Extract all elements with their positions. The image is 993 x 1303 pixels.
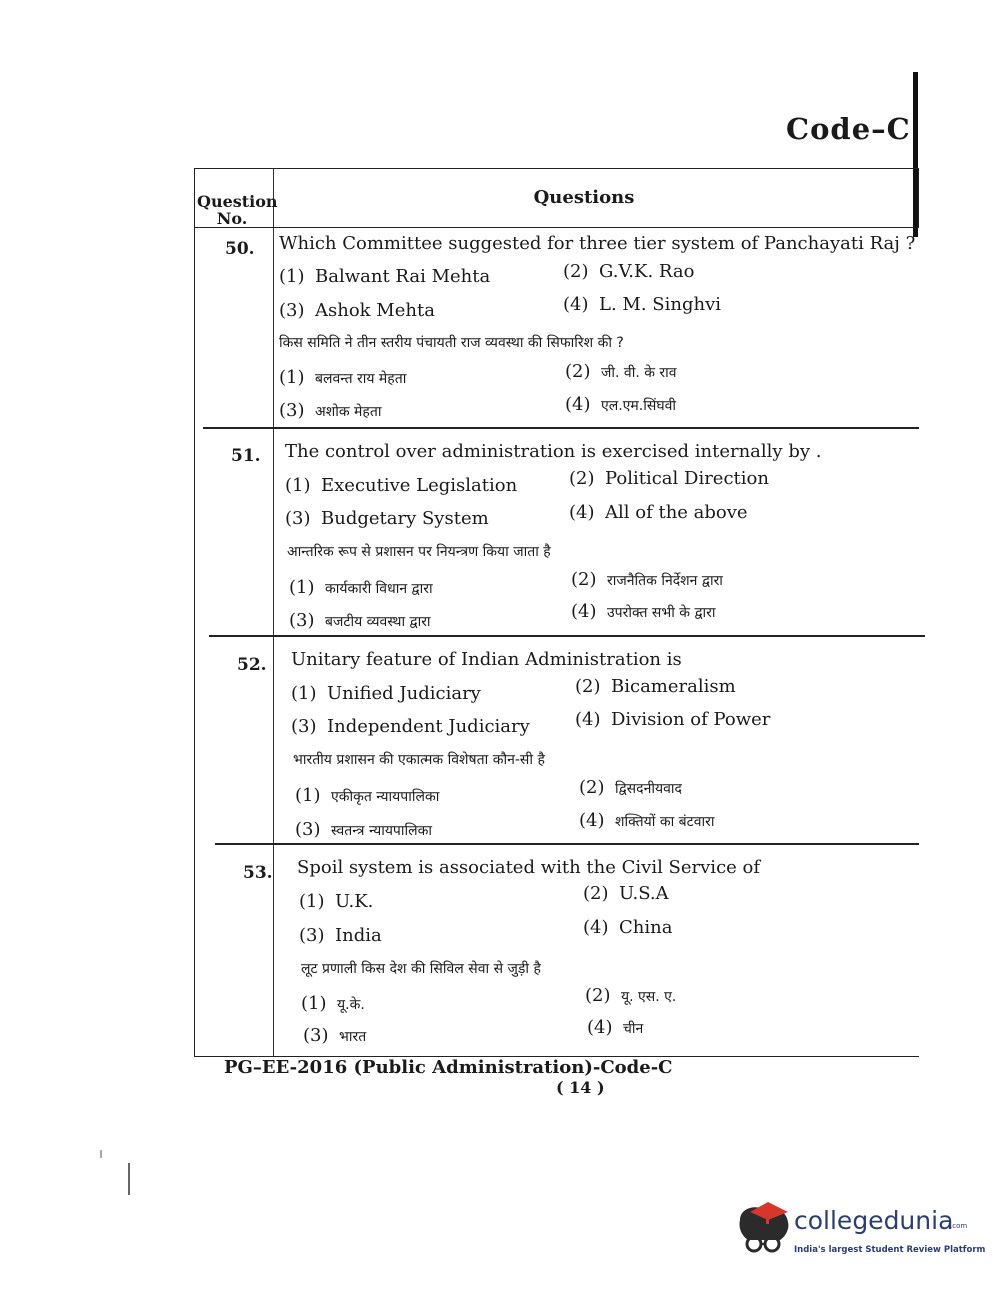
option-en-2: (2) Political Direction bbox=[569, 468, 769, 489]
option-en-3: (3) Ashok Mehta bbox=[279, 300, 435, 321]
option-hi-3: (3) स्वतन्त्र न्यायपालिका bbox=[295, 819, 433, 840]
option-hi-3: (3) भारत bbox=[303, 1025, 367, 1046]
column-divider bbox=[273, 169, 274, 1056]
scan-mark bbox=[100, 1150, 102, 1158]
row-separator bbox=[209, 635, 925, 637]
question-text-hi: आन्तरिक रूप से प्रशासन पर नियन्त्रण किया जाता है bbox=[287, 544, 551, 560]
question-table bbox=[194, 168, 919, 1057]
option-en-1: (1) Balwant Rai Mehta bbox=[279, 266, 491, 287]
option-hi-1: (1) यू.के. bbox=[301, 993, 365, 1014]
option-en-1: (1) Unified Judiciary bbox=[291, 683, 481, 704]
question-number: 53. bbox=[243, 863, 273, 883]
option-en-4: (4) Division of Power bbox=[575, 709, 771, 730]
row-separator bbox=[203, 427, 919, 429]
question-text-en: Spoil system is associated with the Civil Service of bbox=[297, 857, 761, 878]
header-question-no: Question No. bbox=[197, 192, 278, 228]
question-number: 50. bbox=[225, 239, 255, 259]
option-en-3: (3) Budgetary System bbox=[285, 508, 489, 529]
option-en-3: (3) Independent Judiciary bbox=[291, 716, 530, 737]
option-en-2: (2) U.S.A bbox=[583, 883, 669, 904]
paper-code: Code–C bbox=[786, 112, 911, 146]
option-en-2: (2) G.V.K. Rao bbox=[563, 261, 695, 282]
option-en-3: (3) India bbox=[299, 925, 382, 946]
question-number: 52. bbox=[237, 655, 267, 675]
option-hi-1: (1) कार्यकारी विधान द्वारा bbox=[289, 577, 433, 598]
question-text-en: The control over administration is exercised internally by . bbox=[285, 441, 822, 462]
option-hi-2: (2) राजनैतिक निर्देशन द्वारा bbox=[571, 569, 723, 590]
table-header bbox=[195, 169, 919, 228]
question-text-hi: लूट प्रणाली किस देश की सिविल सेवा से जुड़ी है bbox=[301, 961, 541, 977]
header-questions: Questions bbox=[533, 187, 635, 208]
option-en-4: (4) L. M. Singhvi bbox=[563, 294, 721, 315]
question-text-en: Unitary feature of Indian Administration is bbox=[291, 649, 682, 670]
question-text-hi: किस समिति ने तीन स्तरीय पंचायती राज व्यवस्था की सिफारिश की ? bbox=[279, 335, 624, 351]
option-en-4: (4) All of the above bbox=[569, 502, 748, 523]
row-separator bbox=[215, 843, 919, 845]
option-hi-4: (4) उपरोक्त सभी के द्वारा bbox=[571, 601, 716, 622]
question-text-hi: भारतीय प्रशासन की एकात्मक विशेषता कौन-सी है bbox=[293, 752, 545, 768]
option-hi-4: (4) शक्तियों का बंटवारा bbox=[579, 810, 715, 831]
option-hi-2: (2) द्विसदनीयवाद bbox=[579, 777, 682, 798]
scan-mark bbox=[128, 1163, 130, 1195]
option-hi-2: (2) जी. वी. के राव bbox=[565, 361, 677, 382]
logo-tagline: India's largest Student Review Platform bbox=[794, 1245, 986, 1255]
option-hi-1: (1) बलवन्त राय मेहता bbox=[279, 367, 407, 388]
page-number: ( 14 ) bbox=[556, 1078, 605, 1097]
option-hi-1: (1) एकीकृत न्यायपालिका bbox=[295, 785, 440, 806]
option-hi-4: (4) एल.एम.सिंघवी bbox=[565, 394, 677, 415]
option-hi-3: (3) बजटीय व्यवस्था द्वारा bbox=[289, 610, 431, 631]
exam-footer: PG–EE-2016 (Public Administration)-Code-C bbox=[224, 1057, 673, 1078]
option-hi-3: (3) अशोक मेहता bbox=[279, 400, 382, 421]
option-en-2: (2) Bicameralism bbox=[575, 676, 736, 697]
option-en-4: (4) China bbox=[583, 917, 673, 938]
question-text-en: Which Committee suggested for three tier system of Panchayati Raj ? bbox=[279, 233, 916, 254]
logo-name: collegedunia bbox=[794, 1206, 954, 1235]
option-en-1: (1) Executive Legislation bbox=[285, 475, 518, 496]
option-hi-4: (4) चीन bbox=[587, 1017, 644, 1038]
question-number: 51. bbox=[231, 446, 261, 466]
logo-suffix: .com bbox=[950, 1222, 968, 1230]
option-en-1: (1) U.K. bbox=[299, 891, 374, 912]
option-hi-2: (2) यू. एस. ए. bbox=[585, 985, 677, 1006]
